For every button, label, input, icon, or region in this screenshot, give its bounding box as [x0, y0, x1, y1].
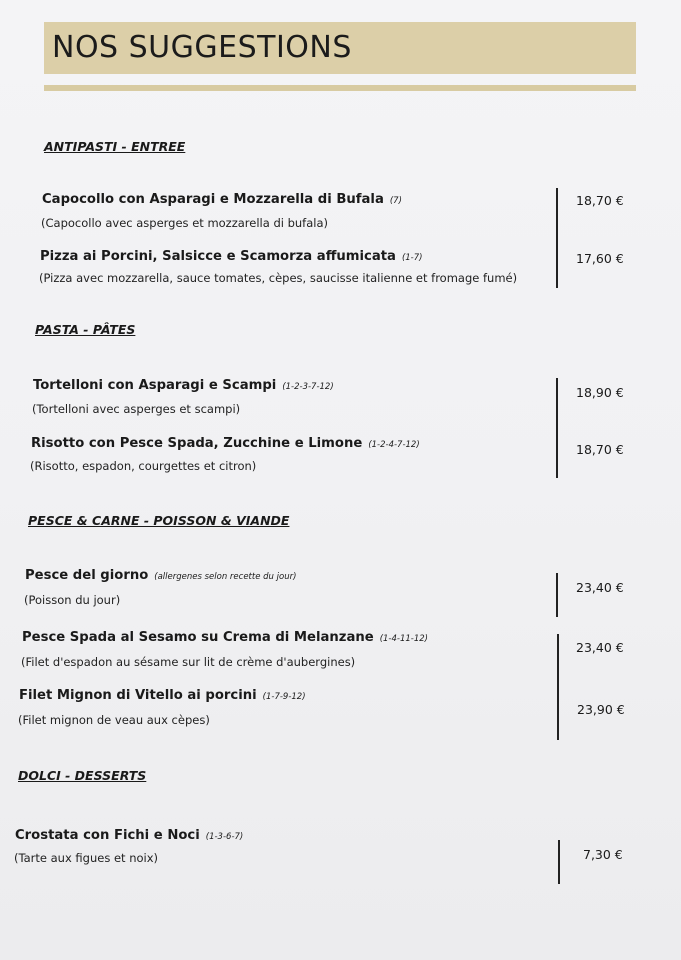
dish-price: 17,60 € — [576, 251, 624, 266]
dish-name: Pesce Spada al Sesamo su Crema di Melanzane (1-4-11-12) — [22, 630, 428, 645]
price-divider-line — [557, 634, 559, 740]
dish-allergens: (1-3-6-7) — [205, 832, 244, 842]
price-divider-line — [556, 378, 558, 478]
dish-description: (Tortelloni avec asperges et scampi) — [32, 402, 241, 416]
dish-allergens: (1-4-11-12) — [379, 634, 428, 644]
dish-name: Pesce del giorno (allergenes selon recette du jour) — [25, 568, 297, 583]
dish-allergens: (1-2-4-7-12) — [368, 440, 420, 450]
dish-price: 23,40 € — [576, 580, 624, 595]
price-divider-line — [558, 840, 560, 884]
section-heading-pasta: PASTA - PÂTES — [35, 322, 136, 337]
dish-price: 23,90 € — [577, 702, 625, 717]
dish-name: Capocollo con Asparagi e Mozzarella di Bufala (7) — [42, 192, 402, 207]
dish-allergens: (1-7-9-12) — [262, 692, 306, 702]
dish-allergens: (1-7) — [401, 253, 423, 263]
dish-price: 18,70 € — [576, 442, 624, 457]
dish-name: Crostata con Fichi e Noci (1-3-6-7) — [15, 828, 244, 843]
title-banner — [44, 22, 636, 74]
dish-description: (Risotto, espadon, courgettes et citron) — [30, 459, 257, 473]
dish-description: (Filet mignon de veau aux cèpes) — [18, 713, 210, 727]
dish-price: 7,30 € — [583, 847, 623, 862]
dish-price: 23,40 € — [576, 640, 624, 655]
price-divider-line — [556, 573, 558, 617]
dish-name: Tortelloni con Asparagi e Scampi (1-2-3-7-12) — [33, 378, 334, 393]
dish-name: Pizza ai Porcini, Salsicce e Scamorza affumicata (1-7) — [40, 249, 423, 264]
dish-allergens: (allergenes selon recette du jour) — [154, 572, 297, 582]
section-heading-antipasti: ANTIPASTI - ENTREE — [44, 139, 186, 154]
dish-description: (Filet d'espadon au sésame sur lit de crème d'aubergines) — [21, 655, 356, 669]
section-heading-dolci: DOLCI - DESSERTS — [18, 768, 147, 783]
dish-price: 18,70 € — [576, 193, 624, 208]
page-title: NOS SUGGESTIONS — [52, 30, 352, 65]
section-heading-pesce-carne: PESCE & CARNE - POISSON & VIANDE — [28, 513, 290, 528]
dish-allergens: (7) — [389, 196, 402, 206]
dish-description: (Pizza avec mozzarella, sauce tomates, cèpes, saucisse italienne et fromage fumé) — [39, 271, 518, 285]
title-underline-rule — [44, 85, 636, 91]
dish-price: 18,90 € — [576, 385, 624, 400]
dish-description: (Tarte aux figues et noix) — [14, 851, 159, 865]
price-divider-line — [556, 188, 558, 288]
dish-description: (Capocollo avec asperges et mozzarella di bufala) — [41, 216, 329, 230]
dish-description: (Poisson du jour) — [24, 593, 121, 607]
dish-allergens: (1-2-3-7-12) — [282, 382, 334, 392]
dish-name: Risotto con Pesce Spada, Zucchine e Limone (1-2-4-7-12) — [31, 436, 420, 451]
dish-name: Filet Mignon di Vitello ai porcini (1-7-9-12) — [19, 688, 306, 703]
